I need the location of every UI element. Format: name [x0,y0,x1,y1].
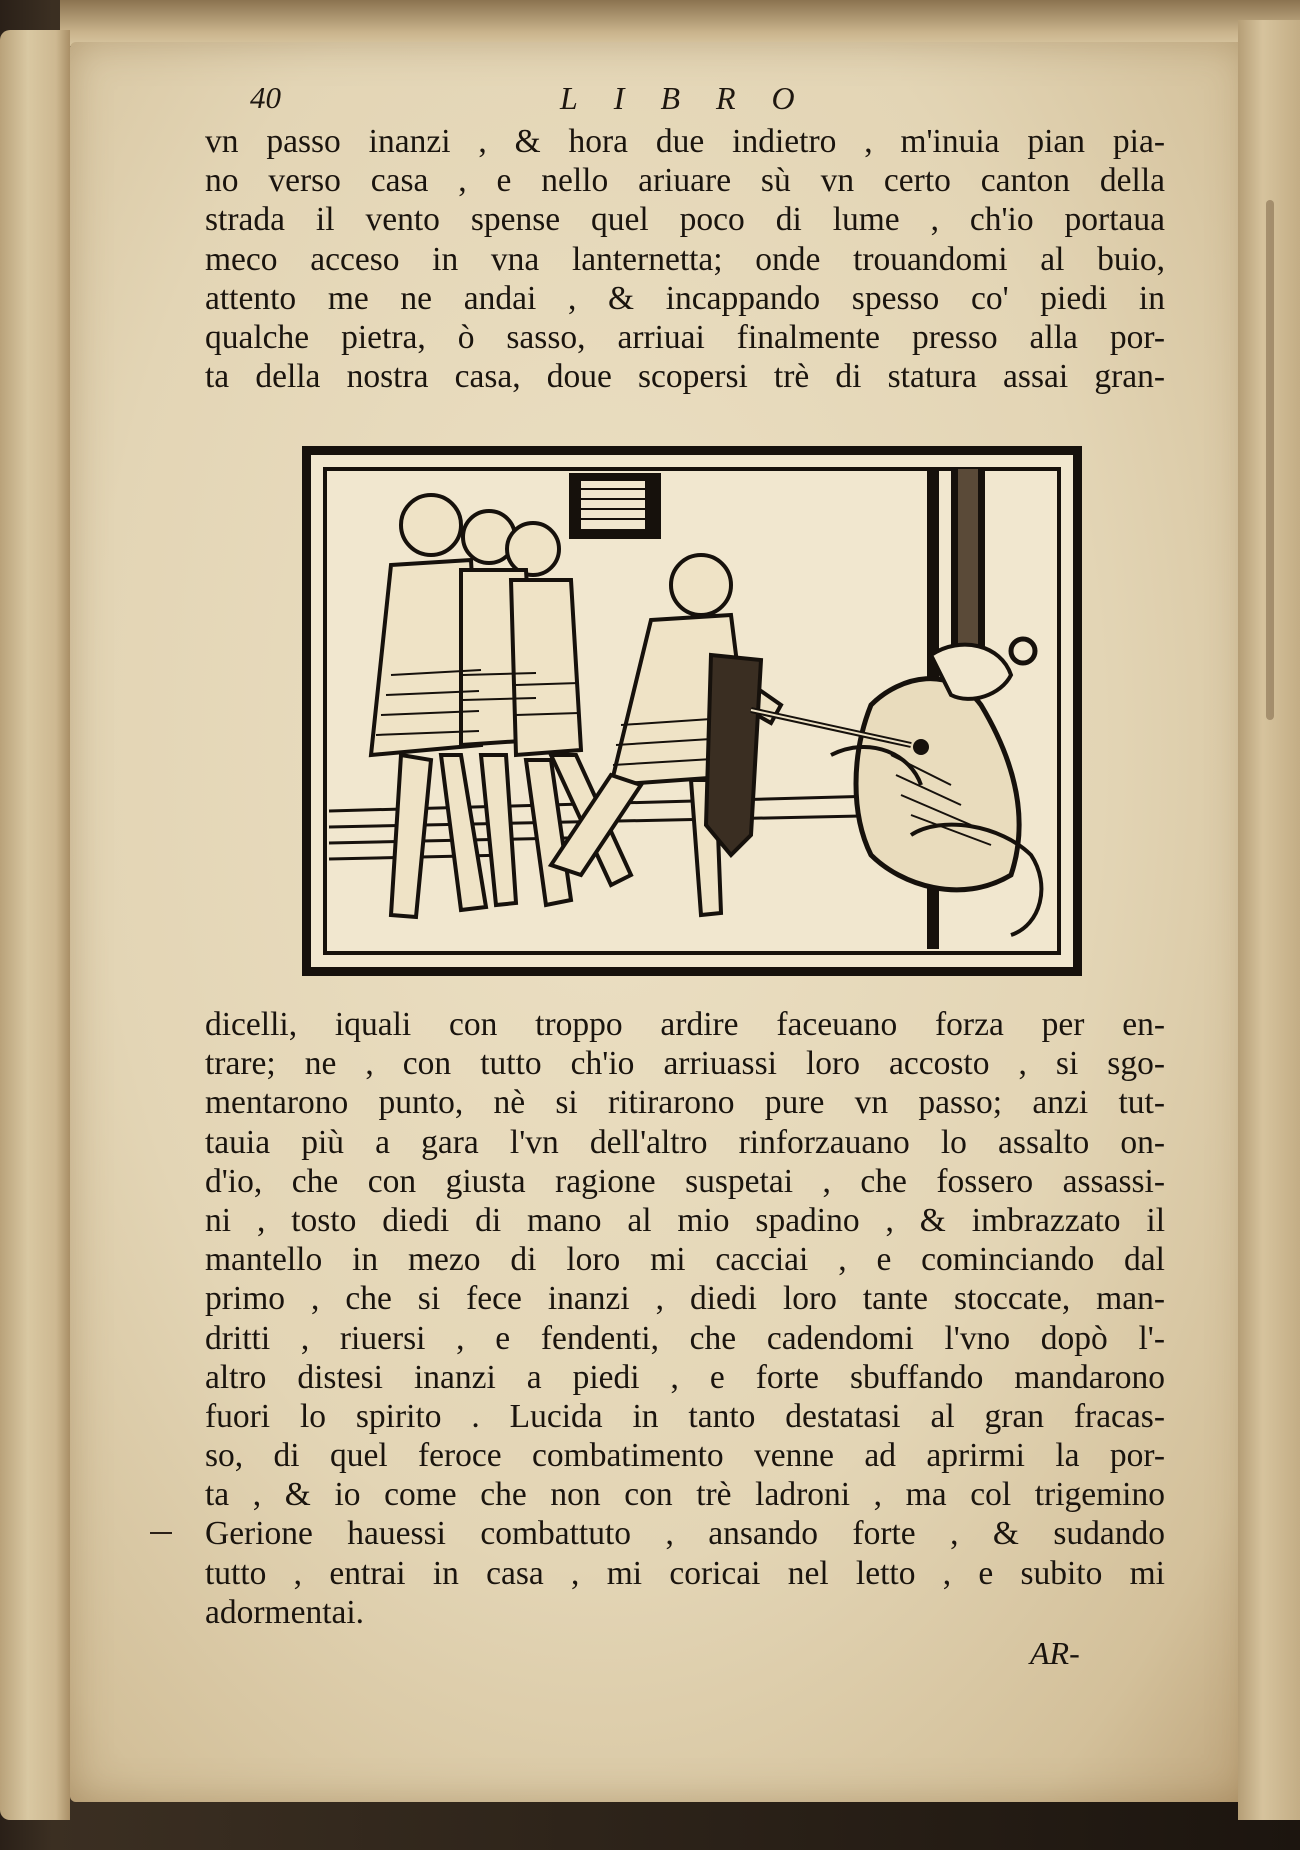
text-line: adormentai. [205,1593,365,1631]
woodcut-illustration-icon [302,446,1082,976]
text-line: qualche pietra, ò sasso, arriuai finalmente presso alla por- [205,318,1165,356]
text-line: ni , tosto diedi di mano al mio spadino , & imbrazzato il [205,1201,1165,1239]
page-header [250,80,1150,124]
body-text-top [205,122,1165,396]
text-line: attento me ne andai , & incappando spesso co' piedi in [205,279,1165,317]
text-line: fuori lo spirito . Lucida in tanto destatasi al gran fracas- [205,1397,1165,1435]
text-line: vn passo inanzi , & hora due indietro , m'inuia pian pia- [205,123,1165,160]
book-gutter [0,30,70,1820]
text-line: mantello in mezo di loro mi cacciai , e cominciando dal [205,1241,1165,1279]
text-line: Gerione hauessi combattuto , ansando forte , & sudando [205,1515,1165,1553]
page-edge [1238,20,1300,1820]
body-text-bottom [205,1005,1165,1632]
text-line: so, di quel feroce combatimento venne ad aprirmi la por- [205,1437,1165,1475]
text-line: dritti , riuersi , e fendenti, che cadendomi l'vno dopò l'- [205,1319,1165,1357]
text-line: strada il vento spense quel poco di lume , ch'io portaua [205,201,1165,239]
text-line: no verso casa , e nello ariuare sù vn certo canton della [205,162,1165,200]
book-top-edge [60,0,1300,46]
page-number: 40 [250,80,281,115]
text-line: meco acceso in vna lanternetta; onde trouandomi al buio, [205,240,1165,278]
text-line: trare; ne , con tutto ch'io arriuassi loro accosto , si sgo- [205,1045,1165,1083]
text-line: d'io, che con giusta ragione suspetai , che fossero assassi- [205,1162,1165,1200]
woodcut-drawing [311,455,1073,967]
text-line: primo , che si fece inanzi , diedi loro tante stoccate, man- [205,1280,1165,1318]
margin-mark [150,1532,172,1534]
running-head: LIBRO [560,80,831,116]
text-line: tutto , entrai in casa , mi coricai nel letto , e subito mi [205,1554,1165,1592]
text-line: mentarono punto, nè si ritirarono pure vn passo; anzi tut- [205,1084,1165,1122]
text-line: tauia più a gara l'vn dell'altro rinforzauano lo assalto on- [205,1123,1165,1161]
text-line: ta della nostra casa, doue scopersi trè di statura assai gran- [205,358,1165,396]
text-line: dicelli, iquali con troppo ardire faceuano forza per en- [205,1006,1165,1043]
catchword: AR- [1030,1635,1080,1671]
text-line: ta , & io come che non con trè ladroni , ma col trigemino [205,1476,1165,1514]
text-line: altro distesi inanzi a piedi , e forte sbuffando mandarono [205,1358,1165,1396]
